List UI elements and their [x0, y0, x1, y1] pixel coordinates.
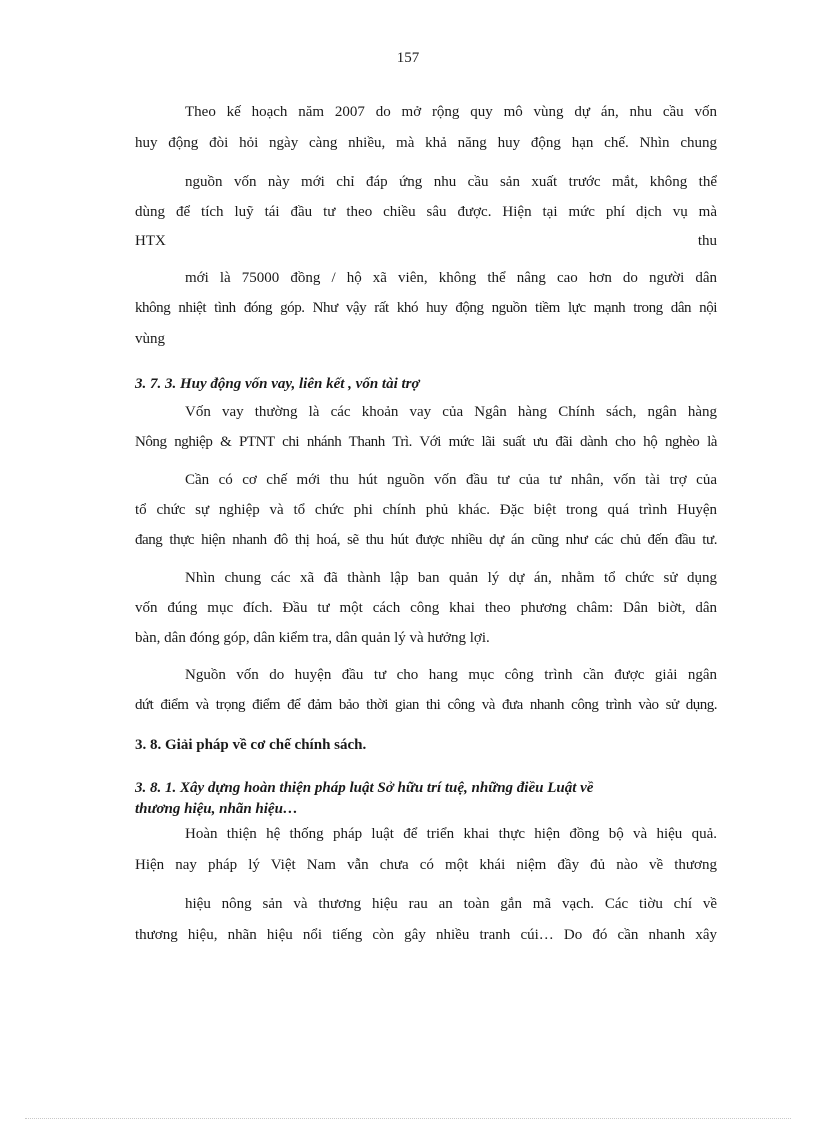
- text-line: huy động đòi hỏi ngày càng nhiều, mà khả năng huy động hạn chế. Nhìn chung: [135, 135, 717, 151]
- text-line: bàn, dân đóng góp, dân kiểm tra, dân quản lý và hưởng lợi.: [135, 630, 490, 646]
- text-line: Nông nghiệp & PTNT chi nhánh Thanh Trì. Với mức lãi suất ưu đãi dành cho hộ nghèo là: [135, 434, 717, 450]
- text-line: nguồn vốn này mới chỉ đáp ứng nhu cầu sản xuất trước mắt, không thể: [185, 174, 717, 190]
- subsection-heading: thương hiệu, nhãn hiệu…: [135, 801, 298, 817]
- text-line-split: [135, 231, 717, 251]
- section-heading: 3. 7. 3. Huy động vốn vay, liên kết , vốn tài trợ: [135, 376, 420, 392]
- text-line: Hoàn thiện hệ thống pháp luật để triển khai thực hiện đồng bộ và hiệu quả.: [185, 826, 717, 842]
- text-line: hiệu nông sản và thương hiệu rau an toàn gắn mã vạch. Các tiờu chí về: [185, 896, 717, 912]
- text-line: dùng để tích luỹ tái đầu tư theo chiều sâu được. Hiện tại mức phí dịch vụ mà: [135, 204, 717, 220]
- text-line: Hiện nay pháp lý Việt Nam vẫn chưa có một khái niệm đầy đủ nào về thương: [135, 857, 717, 873]
- text-line: đang thực hiện nhanh đô thị hoá, sẽ thu hút được nhiều dự án cũng như các chủ đến đầu tư.: [135, 532, 717, 548]
- text-line: Theo kế hoạch năm 2007 do mở rộng quy mô vùng dự án, nhu cầu vốn: [185, 104, 717, 120]
- text-line: vùng: [135, 331, 165, 347]
- text-line: không nhiệt tình đóng góp. Như vậy rất khó huy động nguồn tiềm lực mạnh trong dân nội: [135, 300, 717, 316]
- text-line: dứt điểm và trọng điểm để đảm bảo thời gian thi công và đưa nhanh công trình vào sử dụng.: [135, 697, 717, 713]
- text-line: vốn đúng mục đích. Đầu tư một cách công khai theo phương châm: Dân biờt, dân: [135, 600, 717, 616]
- text-line: Nguồn vốn do huyện đầu tư cho hang mục công trình cần được giải ngân: [185, 667, 717, 683]
- page-number: 157: [396, 50, 420, 66]
- text-fragment: thu: [697, 233, 717, 249]
- text-line: mới là 75000 đồng / hộ xã viên, không thể nâng cao hơn do người dân: [185, 270, 717, 286]
- text-line: thương hiệu, nhãn hiệu nổi tiếng còn gây nhiều tranh cúi… Do đó cần nhanh xây: [135, 927, 717, 943]
- text-line: Nhìn chung các xã đã thành lập ban quản lý dự án, nhằm tổ chức sử dụng: [185, 570, 717, 586]
- text-line: Cần có cơ chế mới thu hút nguồn vốn đầu tư của tư nhân, vốn tài trợ của: [185, 472, 717, 488]
- page-bottom-rule: [25, 1118, 791, 1119]
- text-fragment: HTX: [135, 233, 166, 249]
- text-line: Vốn vay thường là các khoản vay của Ngân hàng Chính sách, ngân hàng: [185, 404, 717, 420]
- text-line: tổ chức sự nghiệp và tổ chức phi chính phủ khác. Đặc biệt trong quá trình Huyện: [135, 502, 717, 518]
- subsection-heading: 3. 8. 1. Xây dựng hoàn thiện pháp luật Sở hữu trí tuệ, những điều Luật về: [135, 780, 594, 796]
- section-heading: 3. 8. Giải pháp về cơ chế chính sách.: [135, 737, 367, 753]
